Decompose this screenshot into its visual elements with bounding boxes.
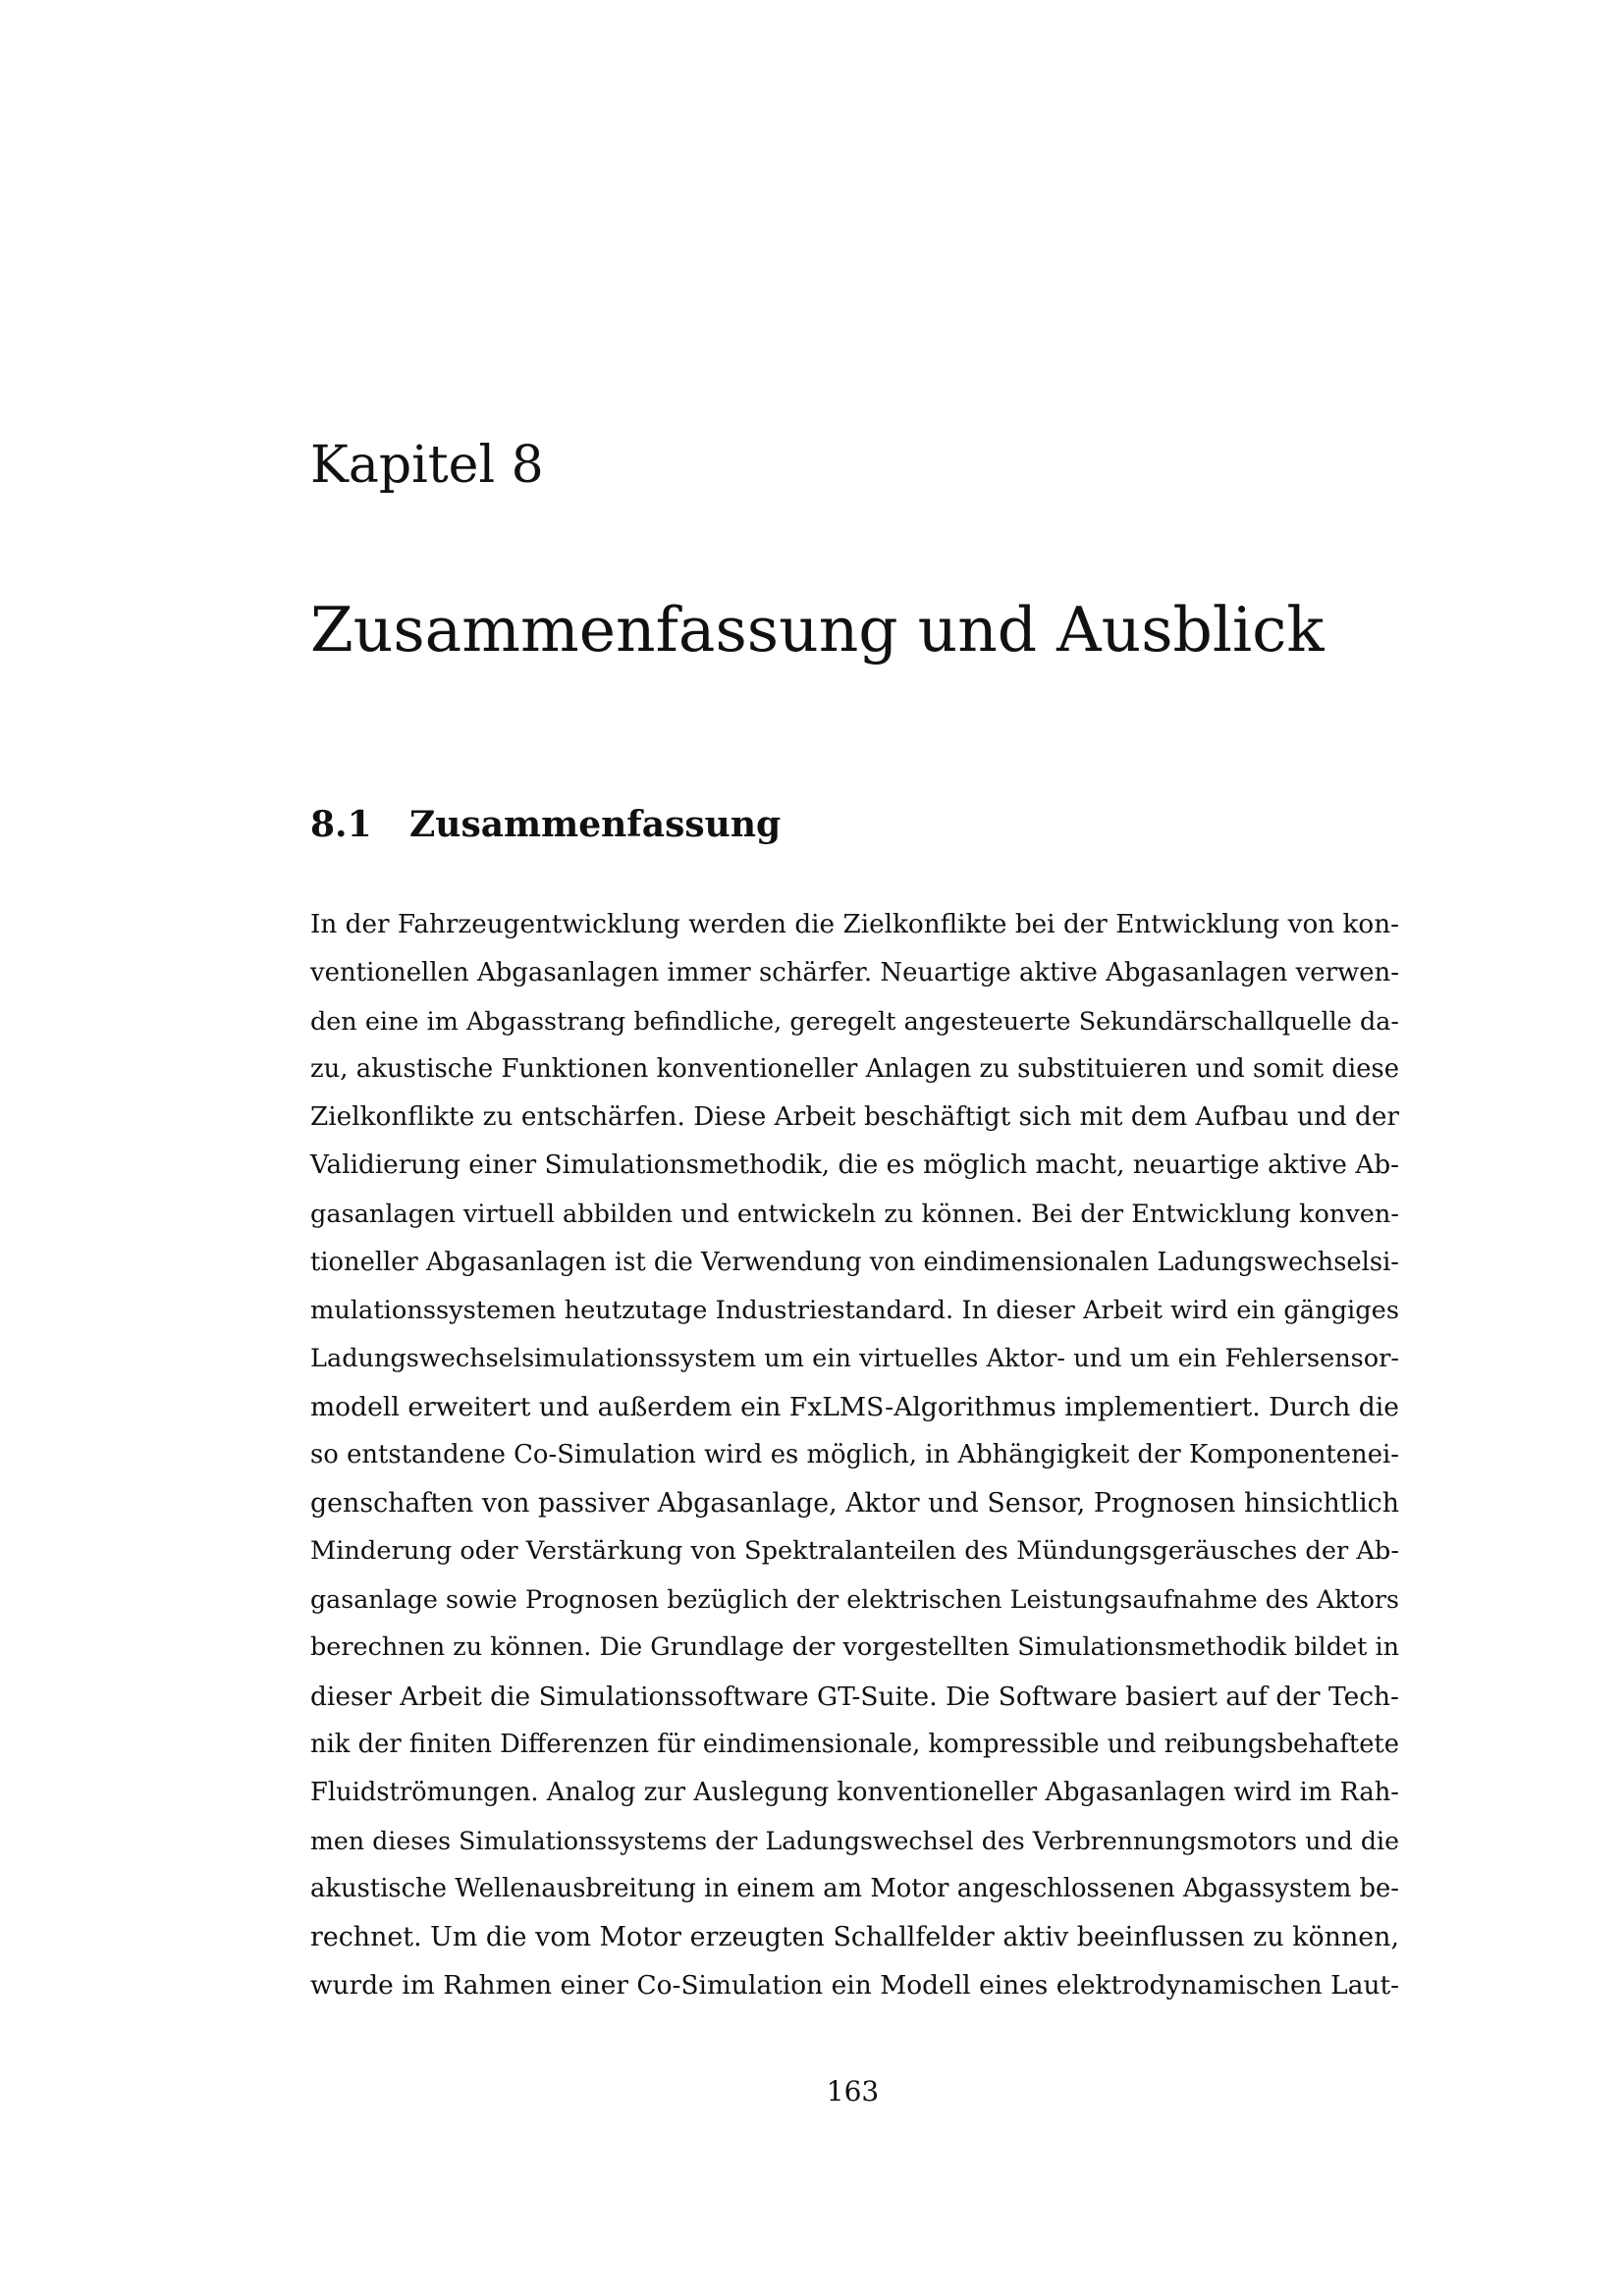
paragraph-line: Minderung oder Verstärkung von Spektralanteilen des Mündungsgeräusches der Ab- bbox=[310, 1536, 1399, 1567]
paragraph-line: In der Fahrzeugentwicklung werden die Zielkonflikte bei der Entwicklung von kon- bbox=[310, 910, 1399, 939]
paragraph-line: Zielkonflikte zu entschärfen. Diese Arbeit beschäftigt sich mit dem Aufbau und der bbox=[310, 1102, 1399, 1133]
paragraph-line: tioneller Abgasanlagen ist die Verwendung von eindimensionalen Ladungswechselsi- bbox=[310, 1247, 1399, 1277]
paragraph-line: gasanlagen virtuell abbilden und entwickeln zu können. Bei der Entwicklung konven- bbox=[310, 1199, 1399, 1229]
paragraph-line: dieser Arbeit die Simulationssoftware GT-Suite. Die Software basiert auf der Tech- bbox=[310, 1681, 1399, 1712]
paragraph-line: akustische Wellenausbreitung in einem am Motor angeschlossenen Abgassystem be- bbox=[310, 1873, 1399, 1903]
paragraph-line: genschaften von passiver Abgasanlage, Aktor und Sensor, Prognosen hinsichtlich bbox=[310, 1488, 1399, 1520]
section-number: 8.1 bbox=[310, 804, 372, 845]
body-paragraph bbox=[310, 901, 1399, 2009]
paragraph-line: gasanlage sowie Prognosen bezüglich der elektrischen Leistungsaufnahme des Aktors bbox=[310, 1585, 1399, 1615]
paragraph-line: zu, akustische Funktionen konventioneller Anlagen zu substituieren und somit diese bbox=[310, 1054, 1399, 1085]
paragraph-line: ventionellen Abgasanlagen immer schärfer. Neuartige aktive Abgasanlagen verwen- bbox=[310, 958, 1399, 988]
paragraph-line: den eine im Abgasstrang befindliche, geregelt angesteuerte Sekundärschallquelle da- bbox=[310, 1006, 1399, 1037]
paragraph-line: mulationssystemen heutzutage Industriestandard. In dieser Arbeit wird ein gängiges bbox=[310, 1295, 1399, 1325]
section-title: Zusammenfassung bbox=[409, 804, 782, 845]
section-heading bbox=[310, 804, 782, 845]
paragraph-line: wurde im Rahmen einer Co-Simulation ein Modell eines elektrodynamischen Laut- bbox=[310, 1970, 1399, 2002]
paragraph-line: Fluidströmungen. Analog zur Auslegung konventioneller Abgasanlagen wird im Rah- bbox=[310, 1777, 1399, 1807]
paragraph-line: rechnet. Um die vom Motor erzeugten Schallfelder aktiv beeinflussen zu können, bbox=[310, 1921, 1399, 1952]
paragraph-line: Validierung einer Simulationsmethodik, die es möglich macht, neuartige aktive Ab- bbox=[310, 1150, 1399, 1181]
paragraph-line: modell erweitert und außerdem ein FxLMS-Algorithmus implementiert. Durch die bbox=[310, 1391, 1399, 1422]
paragraph-line: so entstandene Co-Simulation wird es möglich, in Abhängigkeit der Komponentenei- bbox=[310, 1440, 1399, 1470]
paragraph-line: men dieses Simulationssystems der Ladungswechsel des Verbrennungsmotors und die bbox=[310, 1826, 1399, 1855]
paragraph-line: nik der finiten Differenzen für eindimensionale, kompressible und reibungsbehaftete bbox=[310, 1729, 1399, 1759]
paragraph-line: Ladungswechselsimulationssystem um ein virtuelles Aktor- und um ein Fehlersensor- bbox=[310, 1343, 1399, 1373]
chapter-title: Zusammenfassung und Ausblick bbox=[310, 594, 1325, 666]
page-number: 163 bbox=[826, 2075, 880, 2108]
paragraph-line: berechnen zu können. Die Grundlage der vorgestellten Simulationsmethodik bildet in bbox=[310, 1632, 1399, 1663]
chapter-label: Kapitel 8 bbox=[310, 436, 544, 495]
